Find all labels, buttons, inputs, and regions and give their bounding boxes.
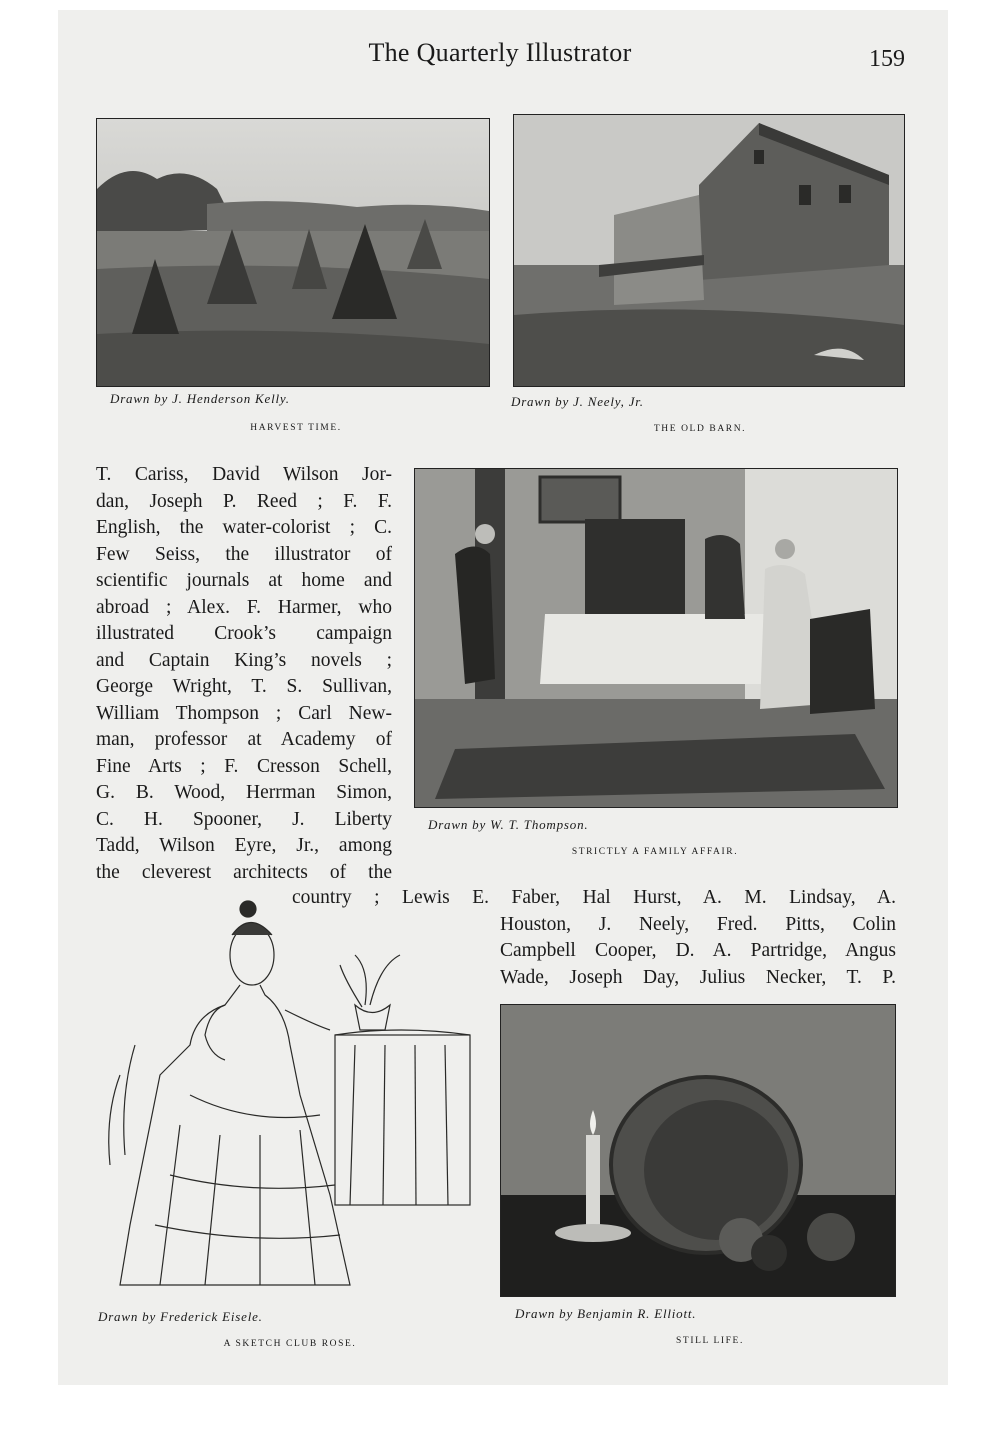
body-line: abroad ; Alex. F. Harmer, who bbox=[96, 596, 392, 618]
body-line: man, professor at Academy of bbox=[96, 729, 392, 750]
body-line: the cleverest architects of the bbox=[96, 861, 392, 883]
body-line: G. B. Wood, Herrman Simon, bbox=[96, 782, 392, 803]
body-line: Few Seiss, the illustrator of bbox=[96, 543, 392, 565]
body-line: scientific journals at home and bbox=[96, 570, 392, 591]
body-line: George Wright, T. S. Sullivan, bbox=[96, 676, 392, 697]
still-life-illustration bbox=[500, 1004, 896, 1297]
body-line: dan, Joseph P. Reed ; F. F. bbox=[96, 490, 392, 512]
body-line: T. Cariss, David Wilson Jor- bbox=[96, 464, 392, 485]
old-barn-credit: Drawn by J. Neely, Jr. bbox=[511, 394, 644, 409]
family-affair-caption: STRICTLY A FAMILY AFFAIR. bbox=[571, 847, 739, 857]
running-title: The Quarterly Illustrator bbox=[368, 38, 632, 67]
body-line: country ; Lewis E. Faber, Hal Hurst, A. M. Lindsay, A. bbox=[292, 887, 896, 908]
family-affair-illustration bbox=[414, 468, 898, 808]
body-line: Tadd, Wilson Eyre, Jr., among bbox=[96, 835, 392, 856]
still-life-caption: STILL LIFE. bbox=[676, 1336, 744, 1346]
old-barn-illustration bbox=[513, 114, 905, 387]
body-line: Wade, Joseph Day, Julius Necker, T. P. bbox=[500, 966, 896, 988]
harvest-time-credit: Drawn by J. Henderson Kelly. bbox=[110, 391, 290, 406]
sketch-club-rose-illustration bbox=[100, 895, 478, 1295]
body-line: C. H. Spooner, J. Liberty bbox=[96, 808, 392, 830]
harvest-time-caption: HARVEST TIME. bbox=[250, 423, 342, 433]
harvest-time-illustration bbox=[96, 118, 490, 387]
body-line: Fine Arts ; F. Cresson Schell, bbox=[96, 755, 392, 777]
body-line: Houston, J. Neely, Fred. Pitts, Colin bbox=[500, 913, 896, 935]
sketch-club-rose-credit: Drawn by Frederick Eisele. bbox=[98, 1309, 263, 1324]
body-line: and Captain King’s novels ; bbox=[96, 649, 392, 671]
body-line: English, the water-colorist ; C. bbox=[96, 517, 392, 538]
family-affair-credit: Drawn by W. T. Thompson. bbox=[428, 817, 589, 832]
sketch-club-rose-caption: A SKETCH CLUB ROSE. bbox=[223, 1339, 357, 1349]
body-line: William Thompson ; Carl New- bbox=[96, 702, 392, 724]
page-number: 159 bbox=[869, 46, 905, 72]
old-barn-caption: THE OLD BARN. bbox=[653, 424, 747, 434]
body-line: Campbell Cooper, D. A. Partridge, Angus bbox=[500, 940, 896, 961]
body-line: illustrated Crook’s campaign bbox=[96, 623, 392, 644]
still-life-credit: Drawn by Benjamin R. Elliott. bbox=[515, 1306, 697, 1321]
